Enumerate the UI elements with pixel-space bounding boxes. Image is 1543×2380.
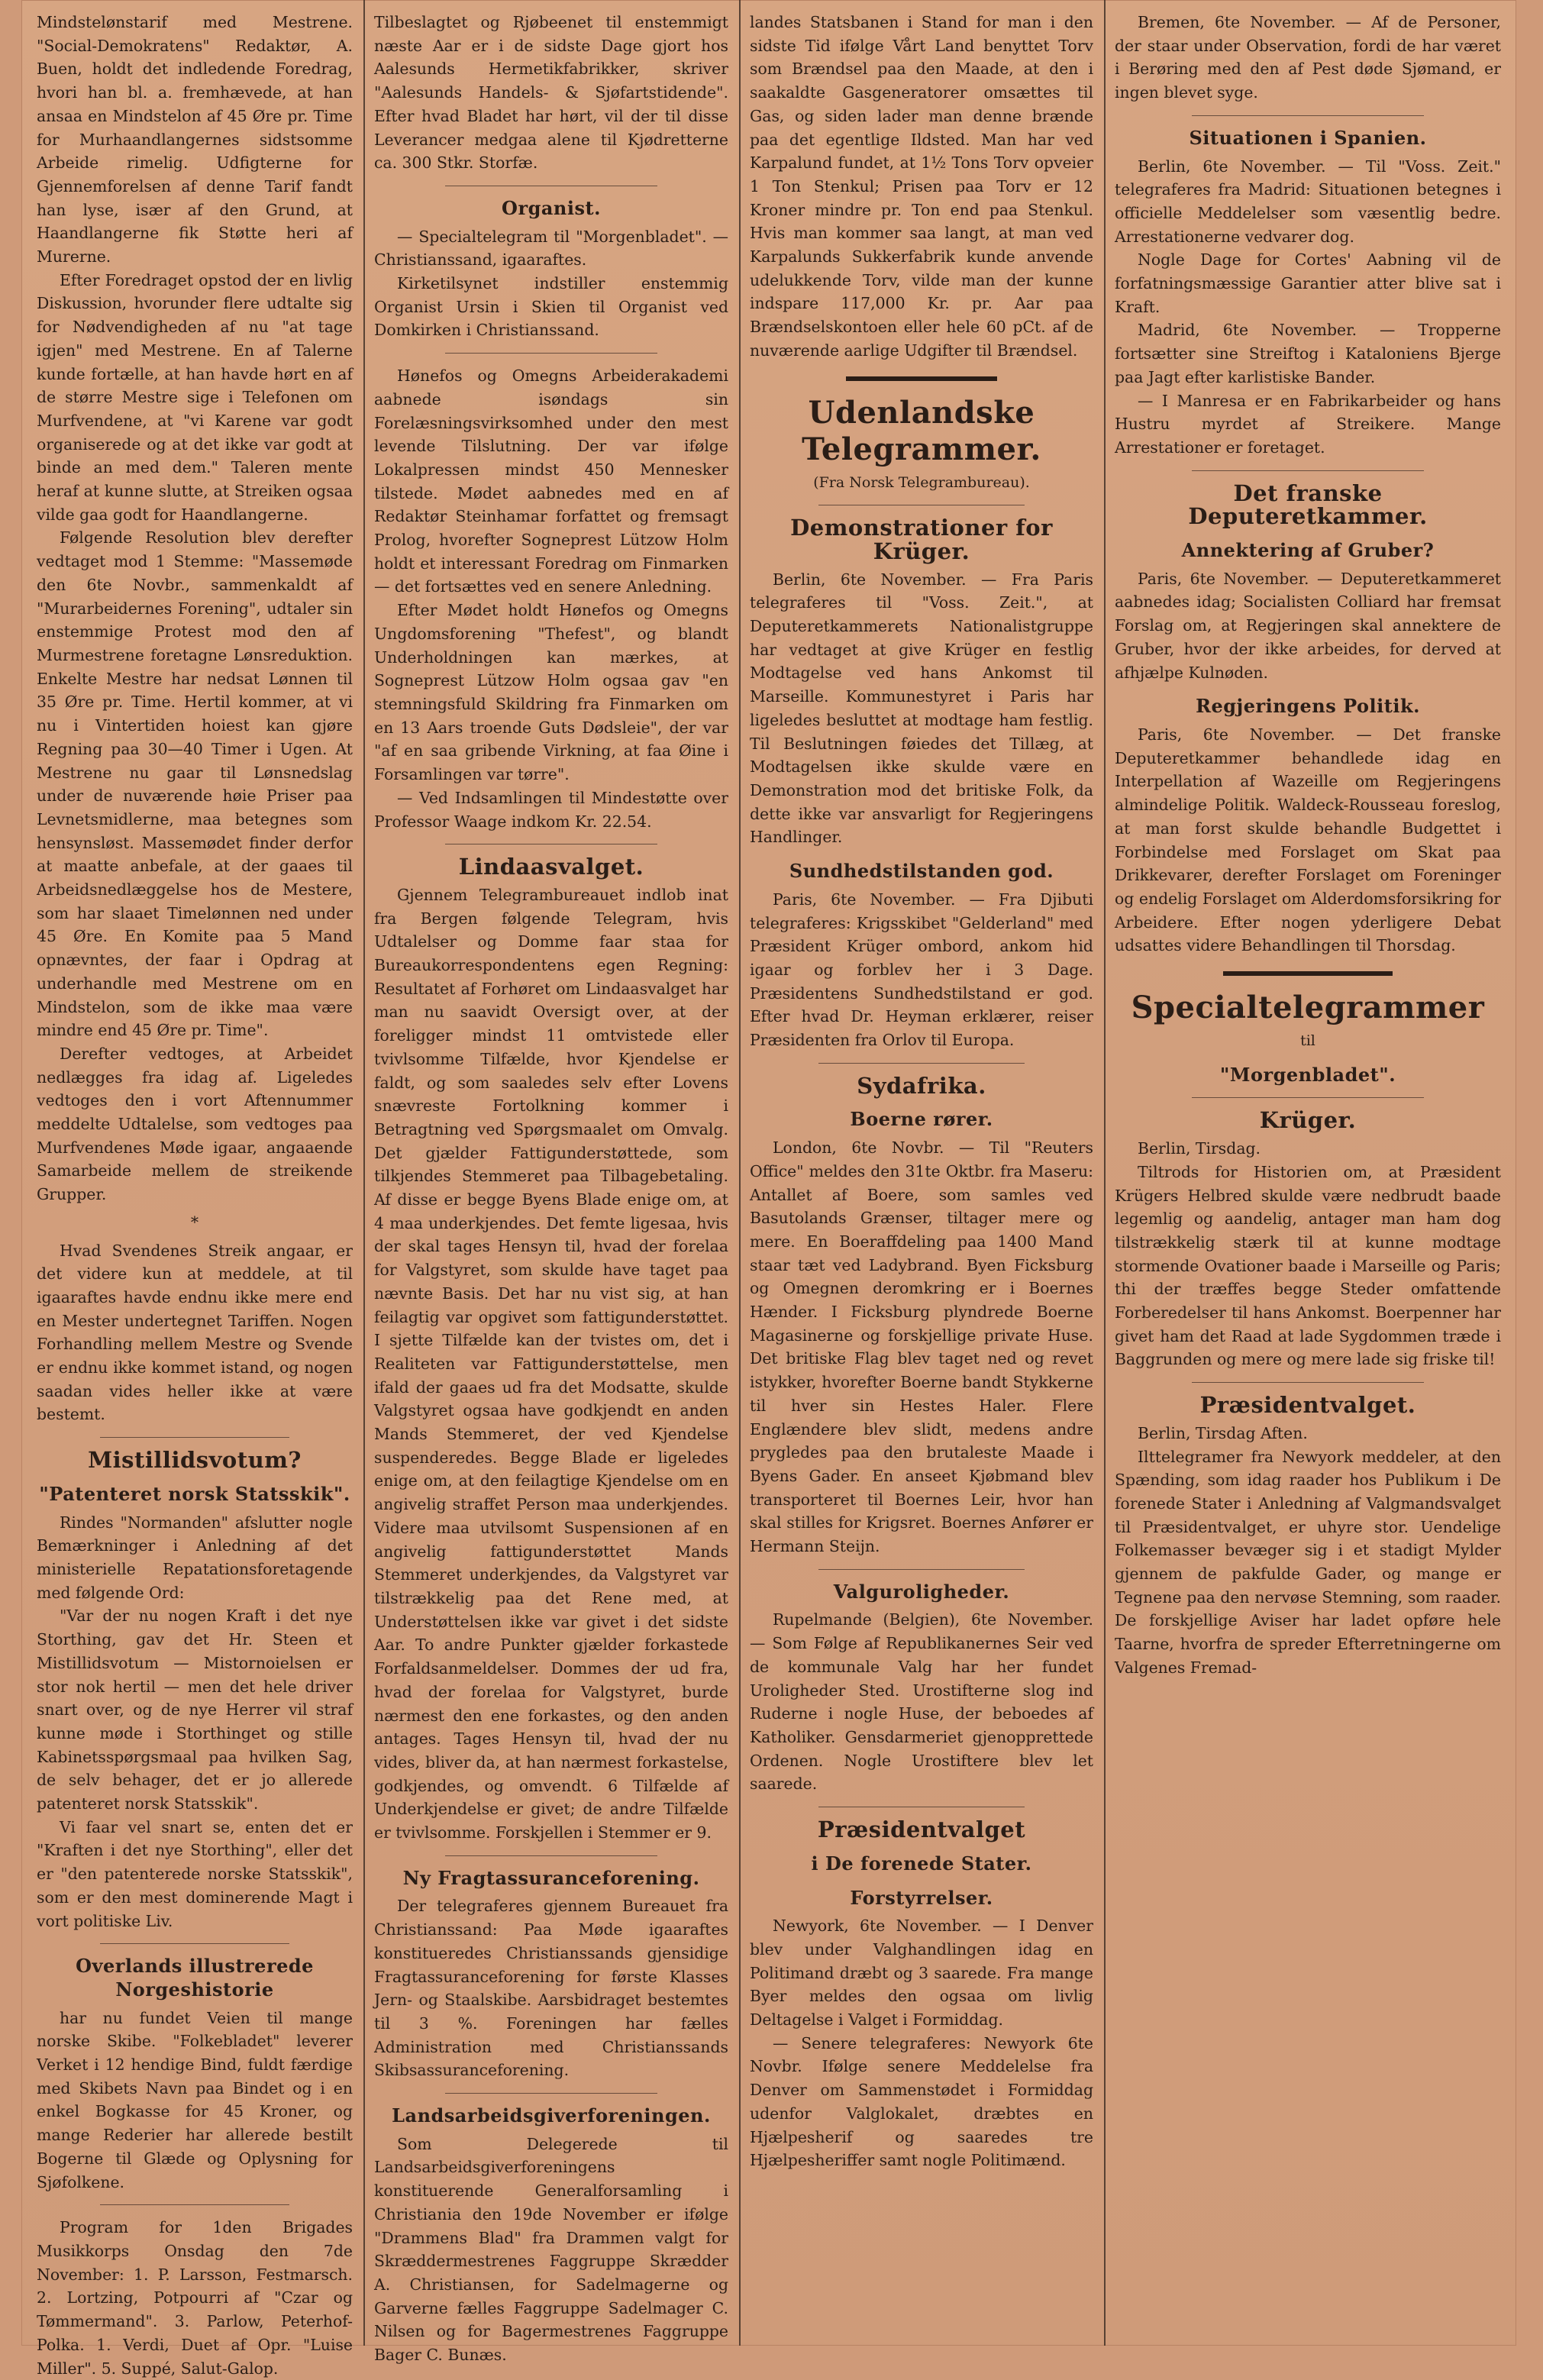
article-paragraph: Rupelmande (Belgien), 6te November. — Som Følge af Republikanernes Seir ved de kommunale Valg har her fundet Uroligheder Sted. Urostifterne slog ind Ruderne i nogle Huse, der beboedes af Katholiker. Gensdarmeriet gjenopprettede Ordenen. Nogle Urostiftere blev let saarede.	[750, 1610, 1093, 1794]
article-subheading: Valguroligheder.	[833, 1580, 1010, 1603]
column-2	[374, 11, 728, 2365]
separator-rule	[1192, 115, 1424, 116]
section-title: Specialtelegrammer	[1131, 990, 1485, 1026]
newspaper-page	[21, 0, 1516, 2378]
article-heading: Mistillidsvotum?	[88, 1447, 302, 1474]
article-paragraph: Paris, 6te November. — Fra Djibuti telegraferes: Krigsskibet "Gelderland" med Præsident Krüger ombord, ankom hid igaar og forblev her i 3 Dage. Præsidentens Sundhedstilstand er god. Efter hvad Dr. Heyman erklærer, reiser Præsidenten fra Orlov til Europa.	[750, 890, 1093, 1050]
column-rule	[739, 0, 741, 2346]
article-subheading: Boerne rører.	[850, 1108, 993, 1131]
asterisk-divider: *	[190, 1213, 199, 1232]
article-subheading: "Patenteret norsk Statsskik".	[39, 1482, 350, 1505]
separator-rule	[100, 1943, 289, 1944]
column-1	[37, 11, 353, 2378]
column-4	[1115, 11, 1501, 2340]
separator-rule	[1192, 1382, 1424, 1383]
article-subheading: Forstyrrelser.	[850, 1886, 993, 1909]
separator-rule	[1192, 1097, 1424, 1098]
article-paragraph: London, 6te Novbr. — Til "Reuters Office" meldes den 31te Oktbr. fra Maseru: Antallet af Boere, som samles ved Basutolands Grænser, tiltager mere og mere. En Boeraffdeling paa 1400 Mand staar tæt ved Ladybrand. Byen Ficksburg og Omegnen deromkring er i Boernes Hænder. I Ficksburg plyndrede Boerne Magasinerne og forskjellige private Huse. Det britiske Flag blev taget ned og revet istykker, hvorefter Boerne bandt Stykkerne til hver sin Hestes Haler. Flere Englændere blev slidt, medens andre prygledes paa den brutaleste Maade i Byens Gader. En anseet Kjøbmand blev transporteret til Boernes Leir, hvor han skal stilles for Krigsret. Boernes Anfører er Hermann Steijn.	[750, 1138, 1093, 1556]
article-paragraph: — I Manresa er en Fabrikarbeider og hans Hustru myrdet af Streikere. Mange Arrestationer er foretaget.	[1115, 391, 1501, 457]
article-paragraph: Bremen, 6te November. — Af de Personer, der staar under Observation, fordi de har været i Berøring med den af Pest døde Sjømand, er ingen blevet syge.	[1115, 13, 1501, 102]
article-paragraph: Kirketilsynet indstiller enstemmig Organist Ursin i Skien til Organist ved Domkirken i Christianssand.	[374, 274, 728, 340]
separator-rule	[818, 1569, 1025, 1570]
article-paragraph: Berlin, Tirsdag.	[1138, 1139, 1261, 1158]
article-paragraph: Vi faar vel snart se, enten det er "Kraften i det nye Storthing", eller det er "den patenterede norske Statsskik", som er den mest dominerende Magt i vort politiske Liv.	[37, 1817, 353, 1930]
article-paragraph: Nogle Dage for Cortes' Aabning vil de forfatningsmæssige Garantier atter blive sat i Kraft.	[1115, 250, 1501, 316]
separator-rule	[100, 1437, 289, 1438]
article-paragraph: "Var der nu nogen Kraft i det nye Storthing, gav det Hr. Steen et Mistillidsvotum — Mistornoielsen er stor nok hertil — men det hele driver snart over, og de nye Herrer vil straf kunne møde i Storthinget og stille Kabinetsspørgsmaal paa hvilken Sag, de selv behager, det er jo allerede patenteret norsk Statsskik".	[37, 1607, 353, 1813]
separator-rule	[100, 2204, 289, 2205]
article-heading: Demonstrationer for Krüger.	[790, 515, 1053, 564]
article-paragraph: Følgende Resolution blev derefter vedtaget mod 1 Stemme: "Massemøde den 6te Novbr., sammenkaldt af "Murarbeidernes Forening", udtaler sin enstemmige Protest mod den af Murmestrene foretagne Lønsreduktion. Enkelte Mestre har nedsat Lønnen til 35 Øre pr. Time. Hertil kommer, at vi nu i Vintertiden hoiest kan gjøre Regning paa 30—40 Timer i Ugen. At Mestrene nu gaar til Lønsnedslag under de nuværende høie Priser paa Levnetsmidlerne, maa betegnes som hensynsløst. Massemødet finder derfor at maatte anbefale, at der gaaes til Arbeidsnedlæggelse hos de Mestere, som har slaaet Timelønnen ned under 45 Øre. En Komite paa 5 Mand opnævntes, der faar i Opdrag at underhandle med Mestrene om en Mindstelon, som de ikke maa være mindre end 45 Øre pr. Time".	[37, 528, 353, 1040]
separator-rule	[1192, 470, 1424, 471]
article-paragraph: Tiltrods for Historien om, at Præsident Krügers Helbred skulde være nedbrudt baade legemlig og aandelig, antager man ham dog tilstrækkelig stærk til at kunne modtage stormende Ovationer baade i Marseille og Paris; thi der træffes begge Steder omfattende Forberedelser til hans Ankomst. Boerpenner har givet ham det Raad at lade Sygdommen træde i Baggrunden og mere og mere lade sig friske til!	[1115, 1162, 1501, 1369]
article-subheading: Organist.	[502, 196, 601, 219]
article-heading: Det franske Deputeretkammer.	[1188, 480, 1428, 530]
separator-rule	[445, 2093, 657, 2094]
article-paragraph: Berlin, 6te November. — Fra Paris telegraferes til "Voss. Zeit.", at Deputeretkammerets Nationalistgruppe har vedtaget at give Krüger en festlig Modtagelse ved hans Ankomst til Marseille. Kommunestyret i Paris har ligeledes besluttet at modtage ham festlig. Til Beslutningen føiedes det Tillæg, at Modtagelsen ikke skulde være en Demonstration mod det britiske Folk, da dette ikke var ansvarligt for Regjeringens Handlinger.	[750, 570, 1093, 847]
article-paragraph: Rindes "Normanden" afslutter nogle Bemærkninger i Anledning af det ministerielle Repatationsforetagende med følgende Ord:	[37, 1513, 353, 1602]
article-paragraph: har nu fundet Veien til mange norske Skibe. "Folkebladet" leverer Verket i 12 hendige Bind, fuldt færdige med Skibets Navn paa Bindet og i en enkel Bogkasse for 45 Kroner, og mange Rederier har allerede bestilt Bogerne til Glæde og Oplysning for Sjøfolkene.	[37, 2008, 353, 2191]
article-subheading: Ny Fragtassuranceforening.	[402, 1866, 700, 1889]
article-paragraph: Paris, 6te November. — Deputeretkammeret aabnedes idag; Socialisten Colliard har fremsat Forslag om, at Regjeringen skal annektere de Gruber, hvor der ikke arbeides, for derved at afhjælpe Kulnøden.	[1115, 569, 1501, 682]
article-paragraph: Program for 1den Brigades Musikkorps Onsdag den 7de November: 1. P. Larsson, Festmarsch. 2. Lortzing, Potpourri af "Czar og Tømmermand". 3. Parlow, Peterhof-Polka. 1. Verdi, Duet af Opr. "Luise Miller". 5. Suppé, Salut-Galop.	[37, 2218, 353, 2378]
article-paragraph: Tilbeslagtet og Rjøbeenet til enstemmigt næste Aar er i de sidste Dage gjort hos Aalesunds Hermetikfabrikker, skriver "Aalesunds Handels- & Sjøfartstidende". Efter hvad Bladet har hørt, vil der til disse Leverancer medgaa alene til Kjødretterne ca. 300 Stkr. Storfæ.	[374, 13, 728, 173]
separator-rule	[445, 353, 657, 354]
article-paragraph: Paris, 6te November. — Det franske Deputeretkammer behandlede idag en Interpellation af Wazeille om Regjeringens almindelige Politik. Waldeck-Rousseau foreslog, at man forst skulde behandle Budgettet i Forbindelse med Forslaget om Skat paa Drikkevarer, derefter Forslaget om Foreninger og endelig Forslaget om Alderdomsforsikring for Arbeidere. Efter nogen yderligere Debat udsattes videre Behandlingen til Thorsdag.	[1115, 725, 1501, 955]
column-rule	[363, 0, 365, 2346]
section-subtitle: (Fra Norsk Telegrambureau).	[813, 473, 1030, 491]
article-paragraph: Som Delegerede til Landsarbeidsgiverforeningens konstituerende Generalforsamling i Christiania den 19de November er ifølge "Drammens Blad" fra Drammen valgt for Skræddermestrenes Faggruppe Skrædder A. Christiansen, for Sadelmagerne og Garverne fælles Faggruppe Sadelmager C. Nilsen og for Bagermestrenes Faggruppe Bager C. Bunæs.	[374, 2134, 728, 2365]
article-paragraph: Hvad Svendenes Streik angaar, er det videre kun at meddele, at til igaaraftes havde endnu ikke mere end en Mester undertegnet Tariffen. Nogen Forhandling mellem Mestre og Svende er endnu ikke kommet istand, og nogen saadan vides heller ikke at være bestemt.	[37, 1241, 353, 1424]
article-paragraph: Efter Foredraget opstod der en livlig Diskussion, hvorunder flere udtalte sig for Nødvendigheden af nu "at tage igjen" med Mestrene. En af Talerne kunde fortælle, at han havde hørt en af de større Mestre sige i Telefonen om Murfvendene, at "vi Karene var godt organiserede og at det ikke var godt at binde an med dem." Taleren mente heraf at kunne slutte, at Streiken ogsaa vilde gaa godt for Haandlangerne.	[37, 270, 353, 524]
article-subheading: Annektering af Gruber?	[1181, 539, 1435, 562]
section-divider	[846, 376, 997, 381]
article-subheading: Situationen i Spanien.	[1189, 126, 1427, 149]
article-paragraph: Mindstelønstarif med Mestrene. "Social-Demokratens" Redaktør, A. Buen, holdt det indledende Foredrag, hvori han bl. a. fremhævede, at han ansaa en Mindstelon af 45 Øre pr. Time for Murhaandlangernes sidstsomme Arbeide rimelig. Udfigterne for Gjennemforelsen af denne Tarif fandt han lyse, især af den Grund, at Haandlangerne fik Støtte heri af Murerne.	[37, 13, 353, 266]
article-paragraph: — Senere telegraferes: Newyork 6te Novbr. Ifølge senere Meddelelse fra Denver om Sammenstødet i Formiddag udenfor Valglokalet, dræbtes en Hjælpesherif og saaredes tre Hjælpesheriffer samt nogle Politimænd.	[750, 2033, 1093, 2170]
article-paragraph: landes Statsbanen i Stand for man i den sidste Tid ifølge Vårt Land benyttet Torv som Brændsel paa den Maade, at den i saakaldte Gasgeneratorer omsættes til Gas, og siden lader man denne brænde paa det egentlige Ildsted. Man har ved Karpalund fundet, at 1½ Tons Torv opveier 1 Ton Stenkul; Prisen paa Torv er 12 Kroner mindre pr. Ton end paa Stenkul. Hvis man kommer saa langt, at man ved Karpalunds Sukkerfabrik kunde anvende udelukkende Torv, vilde man der kunne indspare 117,000 Kr. pr. Aar paa Brændselskontoen eller hele 60 pCt. af de nuværende aarlige Udgifter til Brændsel.	[750, 13, 1093, 360]
column-3	[750, 11, 1093, 2340]
article-subheading: i De forenede Stater.	[811, 1852, 1032, 1875]
section-divider	[1223, 971, 1393, 976]
separator-rule	[818, 1063, 1025, 1064]
section-subtitle: til	[1300, 1032, 1315, 1050]
article-paragraph: Derefter vedtoges, at Arbeidet nedlægges fra idag af. Ligeledes vedtoges den i vort Aftennummer meddelte Udtalelse, som vedtoges paa Murfvendenes Møde igaar, angaaende Samarbeide mellem de streikende Grupper.	[37, 1044, 353, 1204]
article-subheading: "Morgenbladet".	[1219, 1063, 1396, 1086]
article-paragraph: Madrid, 6te November. — Tropperne fortsætter sine Streiftog i Kataloniens Bjerge paa Jagt efter karlistiske Bander.	[1115, 321, 1501, 386]
article-heading: Lindaasvalget.	[458, 854, 644, 880]
article-heading: Præsidentvalget	[817, 1816, 1026, 1843]
article-paragraph: Berlin, Tirsdag Aften.	[1138, 1423, 1308, 1442]
column-rule	[1104, 0, 1106, 2346]
article-heading: Sydafrika.	[857, 1072, 986, 1099]
article-paragraph: — Ved Indsamlingen til Mindestøtte over Professor Waage indkom Kr. 22.54.	[374, 788, 728, 831]
article-heading: Krüger.	[1259, 1107, 1357, 1134]
article-paragraph: Ilttelegramer fra Newyork meddeler, at den Spænding, som idag raader hos Publikum i De forenede Stater i Anledning af Valgmandsvalget til Præsidentvalget, er uhyre stor. Uendelige Folkemasser bevæger sig i et stadigt Mylder gjennem de pakfulde Gader, og mange er Tegnene paa den nervøse Stemning, som raader. De forskjellige Aviser har ladet opføre hele Taarne, hvorfra de spreder Efterretningerne om Valgenes Fremad-	[1115, 1447, 1501, 1677]
article-subheading: Sundhedstilstanden god.	[789, 860, 1054, 883]
article-paragraph: — Specialtelegram til "Morgenbladet". — Christianssand, igaaraftes.	[374, 227, 728, 270]
article-subheading: Landsarbeidsgiverforeningen.	[392, 2104, 711, 2127]
article-heading: Præsidentvalget.	[1199, 1392, 1416, 1419]
article-paragraph: Hønefos og Omegns Arbeiderakademi aabnede isøndags sin Forelæsningsvirksomhed under den mest levende Tilslutning. Der var ifølge Lokalpressen mindst 450 Mennesker tilstede. Mødet aabnedes med en af Redaktør Steinhamar forfattet og fremsagt Prolog, hvorefter Sogneprest Lützow Holm holdt et interessant Foredrag om Finmarken — det fortsættes ved en senere Anledning.	[374, 367, 728, 596]
article-subheading: Overlands illustrerede Norgeshistorie	[76, 1955, 314, 2001]
separator-rule	[445, 1855, 657, 1856]
section-title: Udenlandske Telegrammer.	[802, 394, 1041, 467]
article-paragraph: Efter Mødet holdt Hønefos og Omegns Ungdomsforening "Thefest", og blandt Underholdningen kan mærkes, at Sogneprest Lützow Holm ogsaa gav "en stemningsfuld Skildring fra Finmarken om en 13 Aars troende Guts Dødsleie", der var "af en saa gribende Virkning, at faa Øine i Forsamlingen var tørre".	[374, 601, 728, 784]
article-paragraph: Berlin, 6te November. — Til "Voss. Zeit." telegraferes fra Madrid: Situationen betegnes i officielle Meddelelser som væsentlig bedre. Arrestationerne vedvarer dog.	[1115, 157, 1501, 246]
article-paragraph: Newyork, 6te November. — I Denver blev under Valghandlingen idag en Politimand dræbt og 3 saarede. Fra mange Byer meldes den ogsaa om livlig Deltagelse i Valget i Formiddag.	[750, 1917, 1093, 2030]
article-paragraph: Der telegraferes gjennem Bureauet fra Christianssand: Paa Møde igaaraftes konstitueredes Christianssands gjensidige Fragtassuranceforening for første Klasses Jern- og Staalskibe. Aarsbidraget bestemtes til 3 %. Foreningen har fælles Administration med Christianssands Skibsassuranceforening.	[374, 1897, 728, 2080]
article-paragraph: Gjennem Telegrambureauet indlob inat fra Bergen følgende Telegram, hvis Udtalelser og Domme faar staa for Bureaukorrespondentens egen Regning: Resultatet af Forhøret om Lindaasvalget har man nu saavidt Oversigt over, at der foreligger mindst 11 omtvistede eller tvivlsomme Tilfælde, hvor Kjendelse er faldt, og som saaledes selv efter Lovens snævreste Fortolkning kommer i Betragtning ved Spørgsmaalet om Omvalg. Det gjælder Fattigunderstøttede, som tilkjendes Stemmeret paa Tilbagebetaling. Af disse er begge Byens Blade enige om, at 4 maa underkjendes. Det femte ligesaa, hvis der skal tages Hensyn til, hvad der forelaa for Valgstyret, som skulde have taget paa nævnte Basis. Det har nu vist sig, at han feilagtig var opgivet som fattigunderstøttet. I sjette Tilfælde kan der tvistes om, det i Realiteten var Fattigunderstøttelse, men ifald der gaaes ud fra det Modsatte, skulde Valgstyret ogsaa have godkjendt en anden Mands Stemmeret, der ved Kjendelse suspenderedes. Begge Blade er ligeledes enige om, at den feilagtige Kjendelse om en angivelig straffet Person maa underkjendes. Videre maa utvilsomt Suspensionen af en angivelig fattigunderstøttet Mands Stemmeret underkjendes, da Valgstyret var tilstrækkelig paa det Rene med, at Understøttelsen ikke var givet i det sidste Aar. To andre Punkter gjælder forkastede Forfaldsanmeldelser. Dommes der ud fra, hvad der forelaa for Valgstyret, burde nærmest den ene forkastes, og den anden antages. Tages Hensyn til, hvad der nu vides, bliver da, at han nærmest forkastelse, godkjendes, og omvendt. 6 Tilfælde af Underkjendelse er givet; de andre Tilfælde er tvivlsomme. Forskjellen i Stemmer er 9.	[374, 885, 728, 1842]
article-subheading: Regjeringens Politik.	[1196, 695, 1420, 718]
